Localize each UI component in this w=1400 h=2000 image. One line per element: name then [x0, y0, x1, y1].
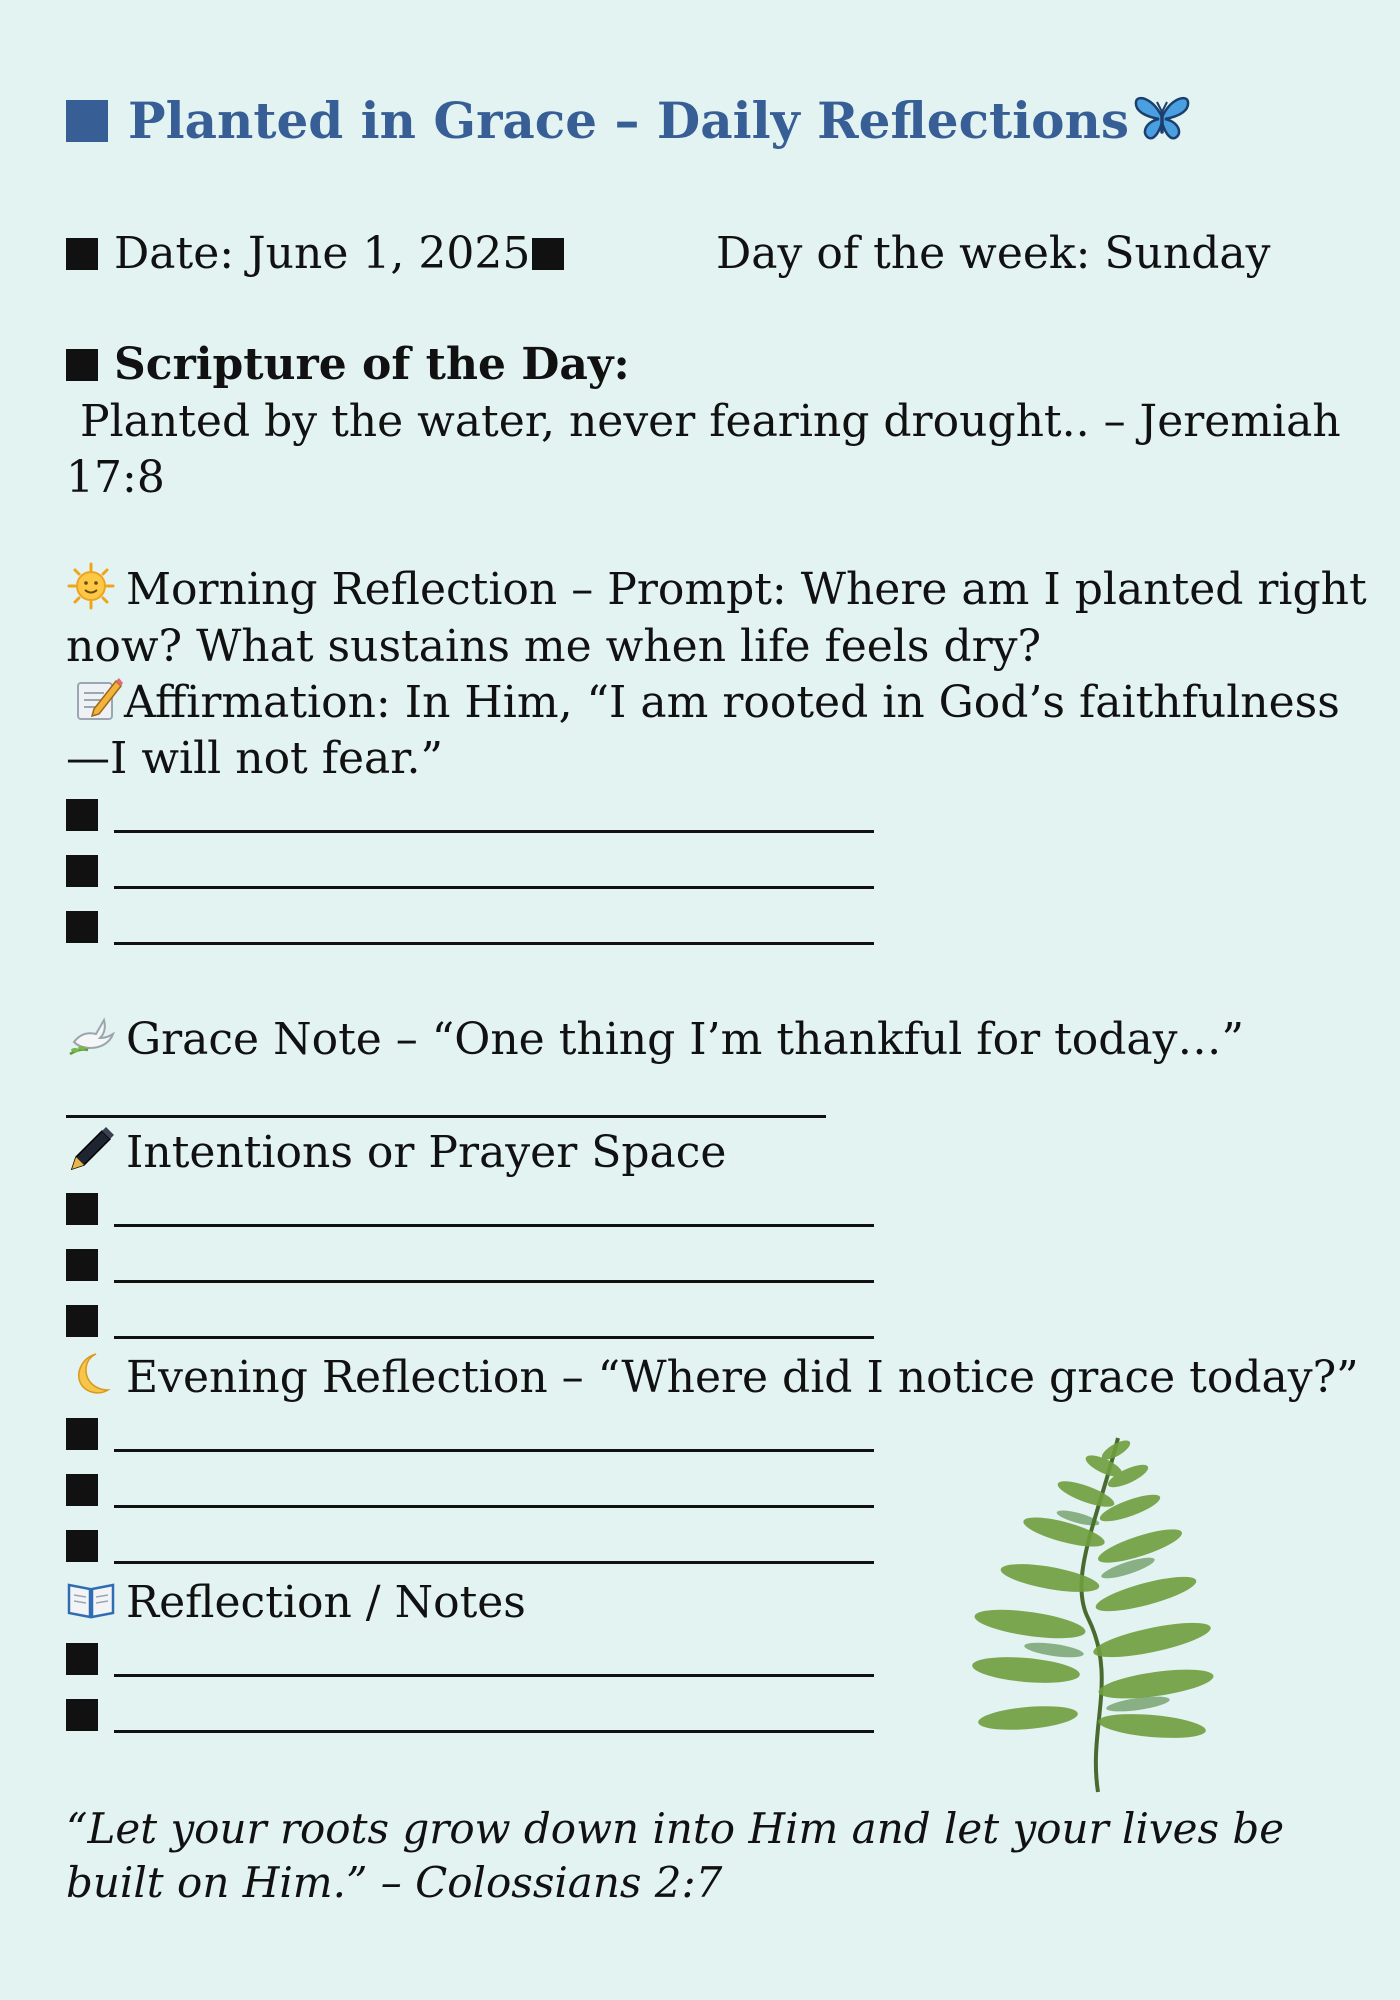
date-row — [66, 226, 1346, 282]
morning-reflection-line2: now? What sustains me when life feels dry? — [66, 621, 1042, 672]
writing-rule — [114, 796, 874, 833]
square-icon — [66, 238, 98, 270]
square-icon — [66, 799, 98, 831]
writing-rule — [114, 1415, 874, 1452]
affirmation-line2: —I will not fear.” — [66, 733, 443, 784]
intentions-writing-line-1[interactable] — [66, 1181, 874, 1237]
grace-note — [66, 1012, 1244, 1068]
pen-icon — [66, 1125, 116, 1173]
writing-rule — [114, 1471, 874, 1508]
writing-rule — [114, 1696, 874, 1733]
grace-note-text: Grace Note – “One thing I’m thankful for today…” — [126, 1014, 1245, 1065]
notes-writing-line-2[interactable] — [66, 1687, 874, 1743]
sun-icon — [66, 562, 116, 610]
morning-writing-line-2[interactable] — [66, 843, 874, 899]
evening-text: Evening Reflection – “Where did I notice grace today?” — [126, 1352, 1359, 1403]
evening-writing-line-2[interactable] — [66, 1462, 874, 1518]
blue-square-icon — [66, 100, 108, 142]
writing-rule — [114, 1302, 874, 1339]
square-icon — [66, 1530, 98, 1562]
morning-writing-line-1[interactable] — [66, 787, 874, 843]
square-icon — [532, 238, 564, 270]
grace-note-writing-line[interactable] — [66, 1115, 826, 1118]
dove-icon — [66, 1012, 116, 1060]
closing-quote: “Let your roots grow down into Him and let your lives be built on Him.” – Colossians 2:7 — [66, 1804, 1285, 1907]
moon-icon — [66, 1350, 116, 1398]
square-icon — [66, 1305, 98, 1337]
intentions-writing-line-2[interactable] — [66, 1237, 874, 1293]
affirmation-text-line1: Affirmation: In Him, “I am rooted in God’s faithfulness — [124, 677, 1340, 728]
writing-rule — [114, 1527, 874, 1564]
evening-writing-line-3[interactable] — [66, 1518, 874, 1574]
affirmation-line1 — [66, 675, 1340, 731]
square-icon — [66, 1249, 98, 1281]
intentions-writing-line-3[interactable] — [66, 1293, 874, 1349]
date-text: Date: June 1, 2025 — [114, 228, 531, 279]
writing-rule — [114, 1640, 874, 1677]
evening-writing-line-1[interactable] — [66, 1406, 874, 1462]
square-icon — [66, 1474, 98, 1506]
square-icon — [66, 911, 98, 943]
scripture-heading-text: Scripture of the Day: — [114, 339, 630, 390]
writing-rule — [114, 908, 874, 945]
square-icon — [66, 1193, 98, 1225]
intentions-text: Intentions or Prayer Space — [126, 1127, 727, 1178]
page-title — [66, 92, 1191, 149]
writing-rule — [114, 1190, 874, 1227]
square-icon — [66, 855, 98, 887]
intentions-heading — [66, 1125, 726, 1181]
scripture-heading — [66, 337, 630, 393]
notes-heading — [66, 1575, 526, 1631]
scripture-text-line1: Planted by the water, never fearing drought.. – Jeremiah — [66, 396, 1341, 447]
evening-heading — [66, 1350, 1359, 1406]
square-icon — [66, 1699, 98, 1731]
writing-rule — [114, 852, 874, 889]
scripture-text-line2: 17:8 — [66, 452, 165, 503]
day-of-week-text: Day of the week: Sunday — [716, 228, 1271, 279]
morning-reflection-line1 — [66, 562, 1367, 618]
notes-text: Reflection / Notes — [126, 1577, 526, 1628]
title-text: Planted in Grace – Daily Reflections — [128, 91, 1130, 150]
square-icon — [66, 1418, 98, 1450]
square-icon — [66, 1643, 98, 1675]
memo-icon — [74, 675, 124, 723]
square-icon — [66, 349, 98, 381]
book-icon — [66, 1575, 116, 1623]
fern-illustration — [968, 1428, 1236, 1796]
morning-prompt-line1: Morning Reflection – Prompt: Where am I planted right — [126, 564, 1367, 615]
writing-rule — [114, 1246, 874, 1283]
butterfly-icon — [1133, 92, 1191, 142]
notes-writing-line-1[interactable] — [66, 1631, 874, 1687]
morning-writing-line-3[interactable] — [66, 899, 874, 955]
